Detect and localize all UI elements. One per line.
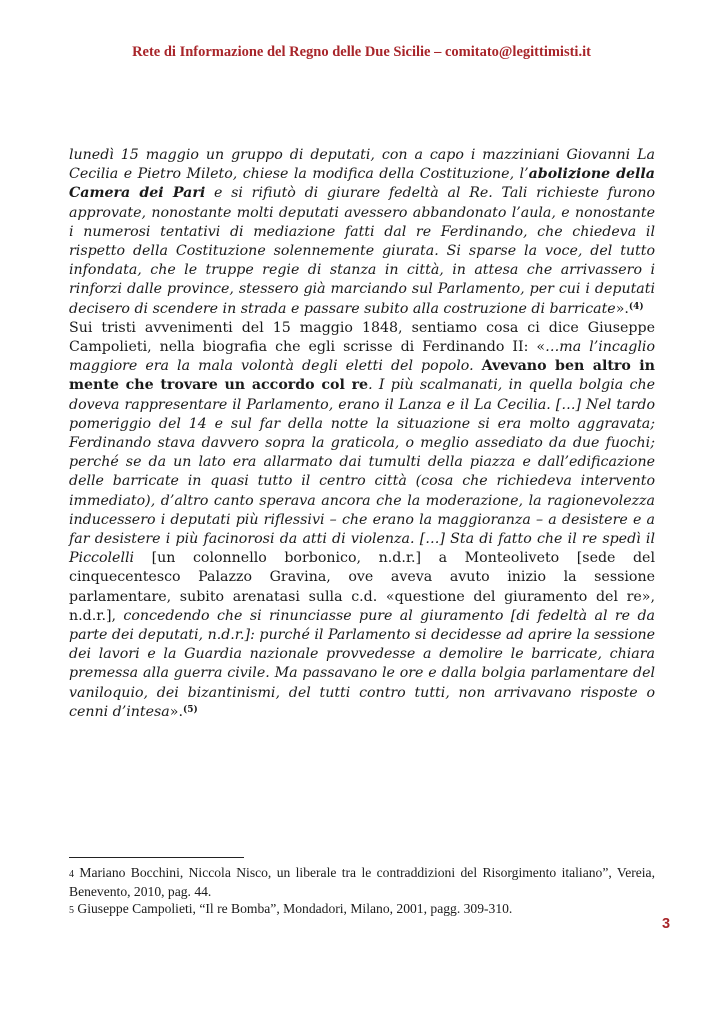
footnote-divider bbox=[69, 857, 244, 858]
bold-emphasis: Avevano ben altro in mente che trovare un accordo col re bbox=[69, 358, 655, 394]
quote-text: lunedì 15 maggio un gruppo di deputati, con a capo i mazziniani Giovanni La Cecilia e Pietro Mileto, chiese la modifica della Costituzione, l’abolizione della Camera dei Pari e si rifiutò di giurare fedeltà al Re. Tali richieste furono approvate, nonostante molti deputati avessero abbandonato l’aula, e nonostante i numerosi tentativi di mediazione fatti dal re Ferdinando, che chiedeva il rispetto della Costituzione solennemente giurata. Si sparse la voce, del tutto infondata, che le truppe regie di stanza in città, in attesa che arrivassero i rinforzi dalle province, stessero già marciando sul Parlamento, per cui i deputati decisero di scendere in strada e passare subito alla costruzione di barricate bbox=[69, 147, 656, 317]
paragraph-2: Sui tristi avvenimenti del 15 maggio 1848, sentiamo cosa ci dice Giuseppe Campolieti, nella biografia che egli scrisse di Ferdinando II: «…ma l’incaglio maggiore era la mala volontà degli eletti del popolo. Avevano ben altro in mente che trovare un accordo col re. I più scalmanati, in quella bolgia che doveva rappresentare il Parlamento, erano il Lanza e il La Cecilia. […] Nel tardo pomeriggio del 14 e sul far della notte la situazione si era molto aggravata; Ferdinando stava davvero sopra la graticola, o meglio assediato da due fuochi; perché se da un lato era allarmato dai tumulti della piazza e dall’edificazione delle barricate in quasi tutto il centro città (cosa che richiedeva intervento immediato), d’altro canto sperava ancora che la moderazione, la ragionevolezza inducessero i deputati più riflessivi – che erano la maggioranza – a desistere e a far desistere i più facinorosi da atti di violenza. […] Sta di fatto che il re spedì il Piccolelli [un colonnello borbonico, n.d.r.] a Monteoliveto [sede del cinquecentesco Palazzo Gravina, ove aveva avuto inizio la sessione parlamentare, subito arenatasi sulla c.d. «questione del giuramento del re», n.d.r.], concedendo che si rinunciasse pure al giuramento [di fedeltà al re da parte dei deputati, n.d.r.]: purché il Parlamento si decidesse ad aprire la sessione dei lavori e la Guardia nazionale provvedesse a demolire le barricate, chiara premessa alla guerra civile. Ma passavano le ore e dalla bolgia parlamentare del vaniloquio, dei bizantinismi, del tutti contro tutti, non arrivavano risposte o cenni d’intesa».$^{(5)}$ bbox=[69, 319, 656, 720]
main-text bbox=[69, 146, 655, 722]
footnotes bbox=[69, 864, 655, 919]
footnote-5: 5 Giuseppe Campolieti, “Il re Bomba”, Mondadori, Milano, 2001, pagg. 309-310. bbox=[69, 901, 513, 916]
footnote-4: 4 Mariano Bocchini, Niccola Nisco, un liberale tra le contraddizioni del Risorgimento italiano”, Vereia, Benevento, 2010, pag. 44. bbox=[69, 865, 655, 899]
footnote-number: 4 bbox=[69, 869, 74, 880]
paragraph-1: lunedì 15 maggio un gruppo di deputati, con a capo i mazziniani Giovanni La Cecilia e Pietro Mileto, chiese la modifica della Costituzione, l’abolizione della Camera dei Pari e si rifiutò di giurare fedeltà al Re. Tali richieste furono approvate, nonostante molti deputati avessero abbandonato l’aula, e nonostante i numerosi tentativi di mediazione fatti dal re Ferdinando, che chiedeva il rispetto della Costituzione solennemente giurata. Si sparse la voce, del tutto infondata, che le truppe regie di stanza in città, in attesa che arrivassero i rinforzi dalle province, stessero già marciando sul Parlamento, per cui i deputati decisero di scendere in strada e passare subito alla costruzione di barricate».$^{(4)}$ bbox=[69, 147, 656, 317]
footnote-ref-5: (5) bbox=[182, 704, 198, 715]
page-header: Rete di Informazione del Regno delle Due Sicilie – comitato@legittimisti.it bbox=[132, 44, 591, 60]
page-number: 3 bbox=[662, 916, 671, 932]
footnote-number: 5 bbox=[69, 905, 74, 916]
footnote-ref-4: (4) bbox=[628, 301, 644, 312]
bold-emphasis: abolizione della Camera dei Pari bbox=[69, 166, 656, 202]
